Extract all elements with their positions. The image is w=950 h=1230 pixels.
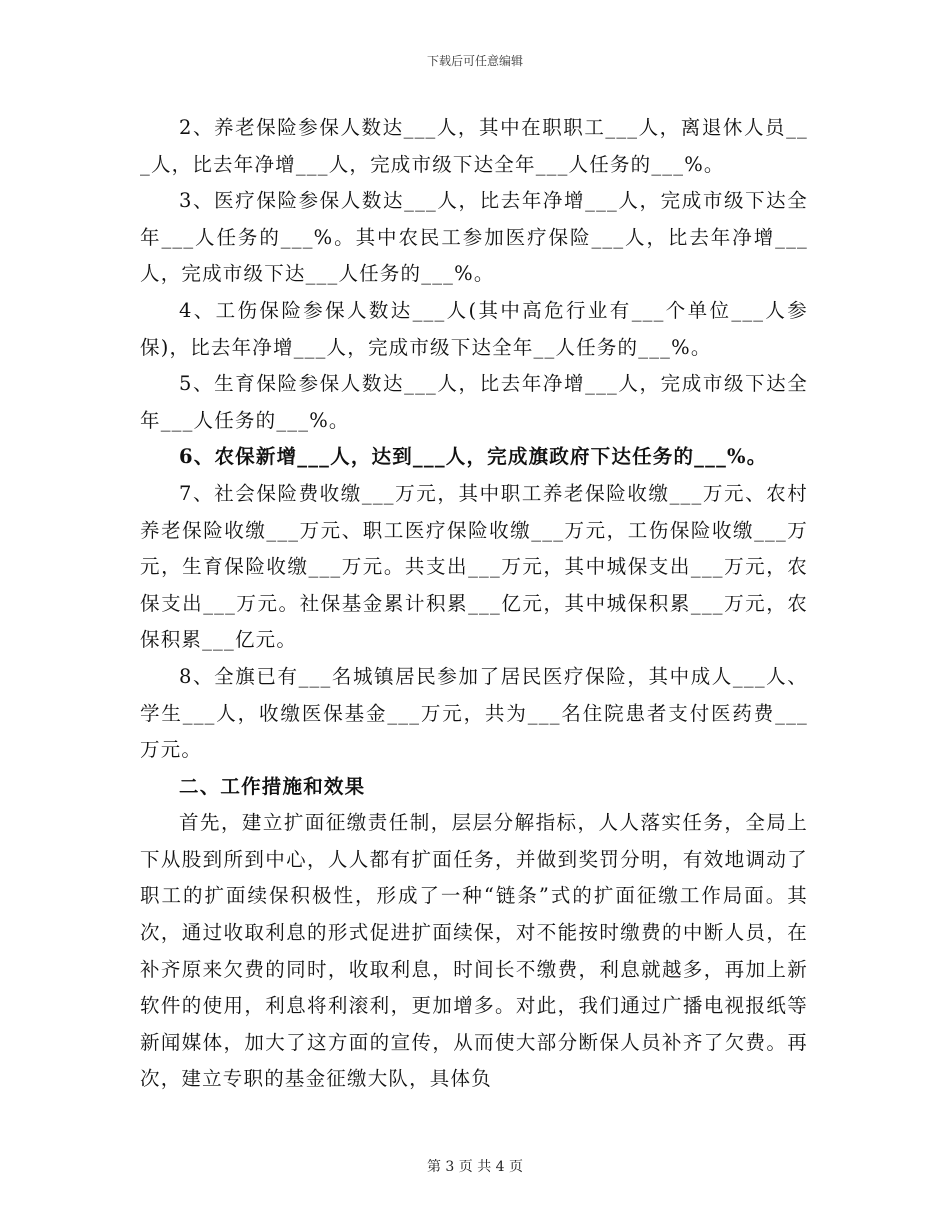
paragraph-measures: 首先，建立扩面征缴责任制，层层分解指标，人人落实任务，全局上下从股到所到中心，人人都有扩面任务，并做到奖罚分明，有效地调动了职工的扩面续保积极性，形成了一种“链条”式的扩面征缴工作局面。其次，通过收取利息的形式促进扩面续保，对不能按时缴费的中断人员，在补齐原来欠费的同时，收取利息，时间长不缴费，利息就越多，再加上新软件的使用，利息将利滚利，更加增多。对此，我们通过广播电视报纸等新闻媒体，加大了这方面的宣传，从而使大部分断保人员补齐了欠费。再次，建立专职的基金征缴大队，具体负 (140, 811, 808, 1091)
paragraph-maternity: 5、生育保险参保人数达___人，比去年净增___人，完成市级下达全年___人任务的___%。 (140, 372, 808, 432)
page-header: 下载后可任意编辑 (426, 54, 523, 68)
page-footer: 第 3 页 共 4 页 (426, 1159, 524, 1175)
paragraph-injury: 4、工伤保险参保人数达___人(其中高危行业有___个单位___人参保)，比去年净增___人，完成市级下达全年__人任务的___%。 (140, 298, 808, 359)
section-heading: 二、工作措施和效果 (179, 774, 366, 798)
paragraph-fee-collection: 7、社会保险费收缴___万元，其中职工养老保险收缴___万元、农村养老保险收缴___万元、职工医疗保险收缴___万元，工伤保险收缴___万元，生育保险收缴___万元。共支出___万元，其中城保支出___万元，农保支出___万元。社保基金累计积累___亿元，其中城保积累___万元，农保积累___亿元。 (140, 481, 808, 652)
paragraph-resident-medical: 8、全旗已有___名城镇居民参加了居民医疗保险，其中成人___人、学生___人，收缴医保基金___万元，共为___名住院患者支付医药费___万元。 (140, 664, 808, 762)
document-body (140, 110, 808, 1098)
paragraph-medical: 3、医疗保险参保人数达___人，比去年净增___人，完成市级下达全年___人任务的___%。其中农民工参加医疗保险___人，比去年净增___人，完成市级下达___人任务的___%。 (140, 189, 808, 286)
paragraph-rural-insurance: 6、农保新增___人，达到___人，完成旗政府下达任务的___%。 (179, 445, 768, 469)
paragraph-pension: 2、养老保险参保人数达___人，其中在职职工___人，离退休人员___人，比去年净增___人，完成市级下达全年___人任务的___%。 (140, 116, 808, 176)
